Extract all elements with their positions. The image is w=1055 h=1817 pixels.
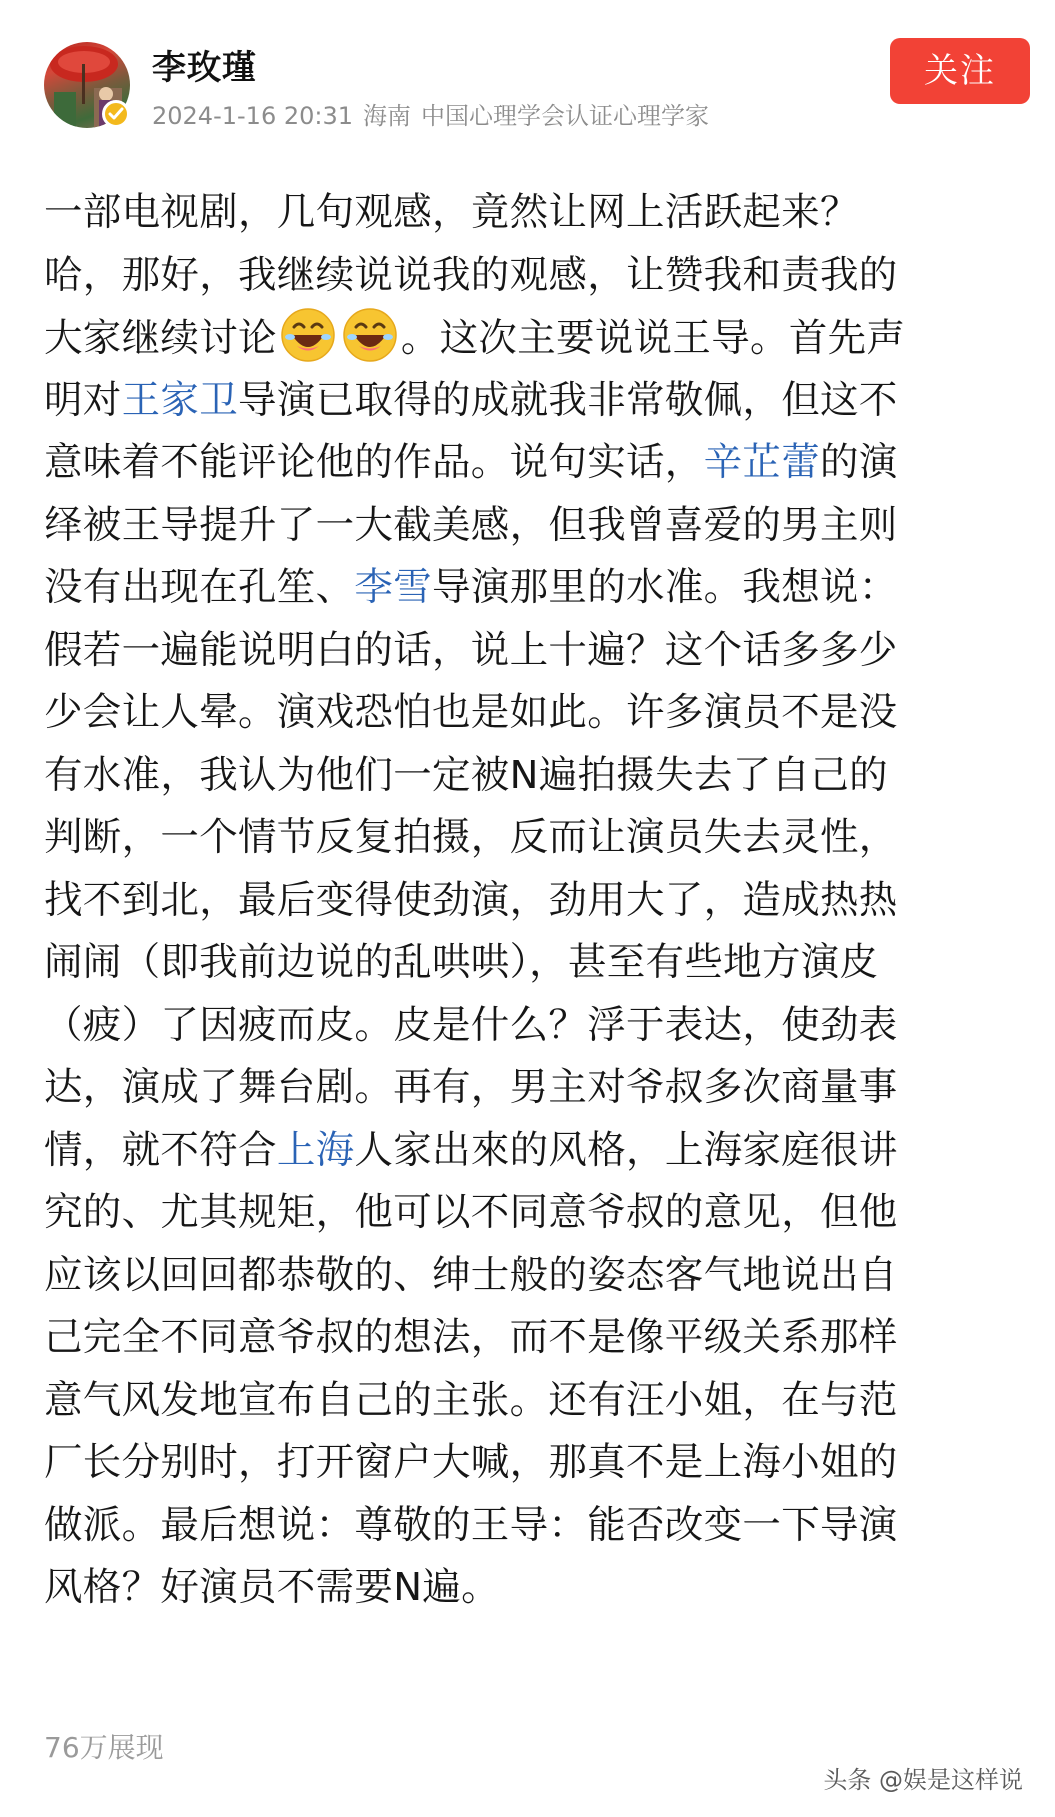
post-text: 究的、尤其规矩，他可以不同意爷叔的意见，但他 <box>44 1190 898 1235</box>
post-meta <box>152 96 719 131</box>
post-line <box>44 995 1014 1058</box>
laughing-emoji-icon <box>280 307 336 363</box>
post-line <box>44 182 1014 245</box>
post-text: 闹闹（即我前边说的乱哄哄），甚至有些地方演皮 <box>44 940 879 985</box>
post-text: 没有出现在孔笙、 <box>44 565 355 610</box>
post-text: 风格？好演员不需要N遍。 <box>44 1565 500 1610</box>
post-text: 一部电视剧，几句观感，竟然让网上活跃起来？ <box>44 190 859 235</box>
post-text: 人家出來的风格，上海家庭很讲 <box>354 1127 898 1173</box>
post-text: 做派。最后想说：尊敬的王导：能否改变一下导演 <box>44 1502 898 1548</box>
post-content <box>44 182 1014 1620</box>
post-line <box>44 1432 1014 1495</box>
author-name[interactable]: 李玫瑾 <box>152 48 257 88</box>
post-text: 假若一遍能说明白的话，说上十遍？这个话多多少 <box>44 627 898 673</box>
post-line <box>44 1120 1014 1183</box>
post-location: 海南 <box>363 102 411 130</box>
post-text: 意味着不能评论他的作品。说句实话， <box>44 440 704 485</box>
post-line <box>44 370 1014 433</box>
post-line <box>44 432 1014 495</box>
verified-badge-icon <box>102 100 130 128</box>
post-line <box>44 557 1014 620</box>
post-text: 达，演成了舞台剧。再有，男主对爷叔多次商量事 <box>44 1065 898 1110</box>
post-text: 的演 <box>820 440 898 485</box>
post-text: 己完全不同意爷叔的想法，而不是像平级关系那样 <box>44 1315 898 1360</box>
post-text: 应该以回回都恭敬的、绅士般的姿态客气地说出自 <box>44 1252 898 1298</box>
post-line <box>44 245 1014 308</box>
post-text: 判断，一个情节反复拍摄，反而让演员失去灵性， <box>44 815 898 860</box>
post-text: 找不到北，最后变得使劲演，劲用大了，造成热热 <box>44 877 898 923</box>
post-line <box>44 870 1014 933</box>
post-text: 少会让人晕。演戏恐怕也是如此。许多演员不是没 <box>44 690 898 735</box>
post-line <box>44 1557 1014 1620</box>
topic-link[interactable]: 上海 <box>276 1127 355 1173</box>
topic-link[interactable]: 王家卫 <box>121 377 239 423</box>
post-line <box>44 1057 1014 1120</box>
post-line <box>44 1245 1014 1308</box>
topic-link[interactable]: 辛芷蕾 <box>703 440 821 485</box>
post-line <box>44 495 1014 558</box>
post-line <box>44 745 1014 808</box>
post-text: 导演那里的水准。我想说： <box>432 565 898 610</box>
watermark: 头条 @娱是这样说 <box>823 1766 1023 1794</box>
post-line <box>44 1495 1014 1558</box>
post-line <box>44 1182 1014 1245</box>
author-certification: 中国心理学会认证心理学家 <box>421 102 709 130</box>
post-line <box>44 932 1014 995</box>
post-text: 大家继续讨论 <box>44 316 277 361</box>
post-line <box>44 682 1014 745</box>
post-text: 厂长分别时，打开窗户大喊，那真不是上海小姐的 <box>44 1440 898 1485</box>
post-text: 意气风发地宣布自己的主张。还有汪小姐，在与范 <box>44 1377 898 1423</box>
post-line <box>44 307 1014 370</box>
post-header <box>0 0 1055 150</box>
post-text: 导演已取得的成就我非常敬佩，但这不 <box>238 377 898 423</box>
follow-button[interactable]: 关注 <box>890 38 1030 104</box>
post-text: 情，就不符合 <box>44 1127 277 1173</box>
view-count: 76万展现 <box>44 1731 164 1764</box>
post-text: 明对 <box>44 377 122 423</box>
topic-link[interactable]: 李雪 <box>354 565 433 610</box>
post-line <box>44 620 1014 683</box>
post-line <box>44 1370 1014 1433</box>
post-text: （疲）了因疲而皮。皮是什么？浮于表达，使劲表 <box>44 1002 898 1048</box>
laughing-emoji-icon <box>342 307 398 363</box>
post-text: 绎被王导提升了一大截美感，但我曾喜爱的男主则 <box>44 502 898 548</box>
post-text: 有水准，我认为他们一定被N遍拍摄失去了自己的 <box>44 752 888 798</box>
post-line <box>44 1307 1014 1370</box>
post-text: 。这次主要说说王导。首先声 <box>400 316 906 361</box>
post-line <box>44 807 1014 870</box>
post-text: 哈，那好，我继续说说我的观感，让赞我和责我的 <box>44 252 898 298</box>
post-date: 2024-1-16 20:31 <box>152 102 353 130</box>
